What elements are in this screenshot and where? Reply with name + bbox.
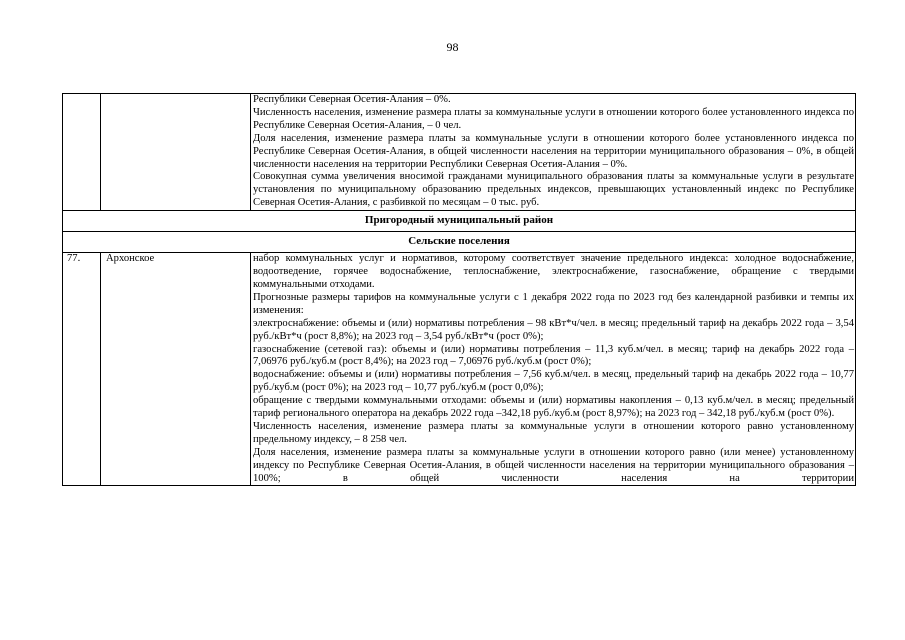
paragraph: газоснабжение (сетевой газ): объемы и (или) нормативы потребления – 11,3 куб.м/чел. в месяц; тариф на декабрь 2022 года – 7,06976 руб./куб.м (рост 8,4%); на 2023 год – 7,06976 руб./куб.м (рост 0%); [253,343,854,368]
paragraph: Совокупная сумма увеличения вносимой гражданами муниципального образования платы за коммунальные услуги в результате установления по муниципальному образованию предельных индексов, превышающих установленный индекс по Республике Северная Осетия-Алания, с разбивкой по месяцам – 0 тыс. руб. [253,171,854,209]
settlement-name-cell [101,94,251,211]
settlements-header: Сельские поселения [63,232,856,253]
settlement-name-cell: Архонское [101,253,251,486]
indicators-cell [251,253,856,486]
paragraph: Республики Северная Осетия-Алания – 0%. [253,94,451,105]
table-row-entry [63,253,856,486]
district-header-row [63,211,856,232]
row-number-cell [63,94,101,211]
paragraph: Доля населения, изменение размера платы за коммунальные услуги в отношении которого более установленного индекса по Республике Северная Осетия-Алания, в общей численности населения на территории муниципального образования – 0%, в общей численности населения на территории Республики Северная Осетия-Алания – 0%. [253,132,854,170]
settlements-header-row [63,232,856,253]
paragraph: водоснабжение: объемы и (или) нормативы потребления – 7,56 куб.м/чел. в месяц, предельный тариф на декабрь 2022 года – 10,77 руб./куб.м (рост 0%); на 2023 год – 10,77 руб./куб.м (рост 0,0%); [253,369,854,394]
paragraph: Прогнозные размеры тарифов на коммунальные услуги с 1 декабря 2022 года по 2023 год без календарной разбивки и темпы их изменения: [253,291,854,316]
paragraph: обращение с твердыми коммунальными отходами: объемы и (или) нормативы накопления – 0,13 куб.м/чел. в месяц; предельный тариф регионального оператора на декабрь 2022 года –342,18 руб./куб.м (рост 8,97%); на 2023 год – 342,18 руб./куб.м (рост 0%). [253,395,854,420]
paragraph: Численность населения, изменение размера платы за коммунальные услуги в отношении которого более установленного индекса по Республике Северная Осетия-Алания, – 0 чел. [253,106,854,131]
paragraph: Доля населения, изменение размера платы за коммунальные услуги в отношении которого равно (или менее) установленному индексу по Республике Северная Осетия-Алания, в общей численности населения на территории муниципального образования – 100%; в общей численности населения на территории [253,446,854,484]
table-row-continuation [63,94,856,211]
district-header: Пригородный муниципальный район [63,211,856,232]
row-number-cell: 77. [63,253,101,486]
document-table [62,93,856,486]
page-number: 98 [446,40,459,54]
indicators-cell [251,94,856,211]
paragraph: Численность населения, изменение размера платы за коммунальные услуги в отношении которого равно установленному предельному индексу, – 8 258 чел. [253,420,854,445]
paragraph: электроснабжение: объемы и (или) нормативы потребления – 98 кВт*ч/чел. в месяц; предельный тариф на декабрь 2022 года – 3,54 руб./кВт*ч (рост 8,8%); на 2023 год – 3,54 руб./кВт*ч (рост 0%); [253,317,854,342]
paragraph: набор коммунальных услуг и нормативов, которому соответствует значение предельного индекса: холодное водоснабжение, водоотведение, горячее водоснабжение, теплоснабжение, электроснабжение, газоснабжение, обращение с твердыми коммунальными отходами. [253,253,854,290]
